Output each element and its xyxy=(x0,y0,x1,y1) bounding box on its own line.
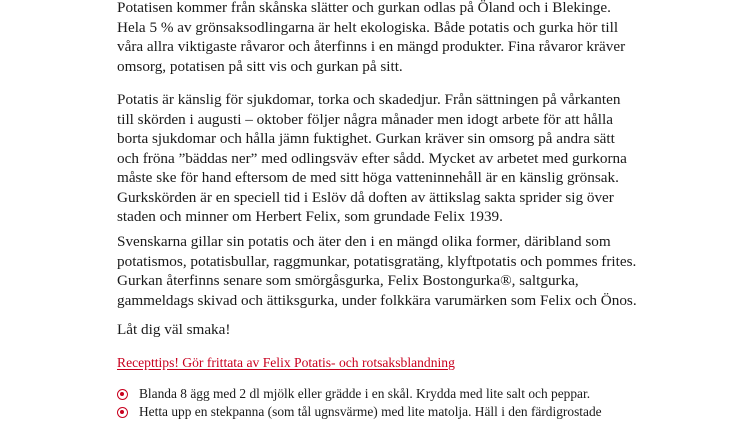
recipe-steps-list xyxy=(117,385,677,421)
paragraph-cultivation: Potatis är känslig för sjukdomar, torka och skadedjur. Från sättningen på vårkanten till skörden i augusti – oktober följer några månader men idogt arbete för att hålla borta sjukdomar och hålla jämn fuktighet. Gurkan kräver sin omsorg på andra sätt och fröna ”bäddas ner” med odlingsväv efter sådd. Mycket av arbetet med gurkorna måste ske för hand eftersom de med sitt höga vatteninnehåll är en känslig grönsak. Gurkskörden är en speciell tid i Eslöv då doften av ättikslag sakta sprider sig över staden och minner om Herbert Felix, som grundade Felix 1939. xyxy=(117,91,627,225)
recipe-step xyxy=(117,385,677,403)
paragraph-closing: Låt dig väl smaka! xyxy=(117,321,231,338)
recipe-title: Recepttips! Gör frittata av Felix Potatis- och rotsaksblandning xyxy=(117,355,455,370)
paragraph-origin: Potatisen kommer från skånska slätter och gurkan odlas på Öland och i Blekinge. Hela 5 % av grönsaksodlingarna är helt ekologiska. Både potatis och gurka hör till våra allra viktigaste råvaror och återfinns i en mängd produkter. Fina råvaror kräver omsorg, potatisen på sitt vis och gurkan på sitt. xyxy=(117,0,626,75)
recipe-step-text: Hetta upp en stekpanna (som tål ugnsvärme) med lite matolja. Häll i den färdigrostade xyxy=(139,404,602,419)
recipe-step-text: Blanda 8 ägg med 2 dl mjölk eller grädde i en skål. Krydda med lite salt och peppar. xyxy=(139,386,591,401)
bullet-icon xyxy=(117,389,128,400)
paragraph-consumption: Svenskarna gillar sin potatis och äter den i en mängd olika former, däribland som potatismos, potatisbullar, raggmunkar, potatisgratäng, klyftpotatis och pommes frites. Gurkan återfinns senare som smörgåsgurka, Felix Bostongurka®, saltgurka, gammeldags skivad och ättiksgurka, under folkkära varumärken som Felix och Önos. xyxy=(117,233,637,309)
bullet-icon xyxy=(117,407,128,418)
recipe-step xyxy=(117,403,677,421)
